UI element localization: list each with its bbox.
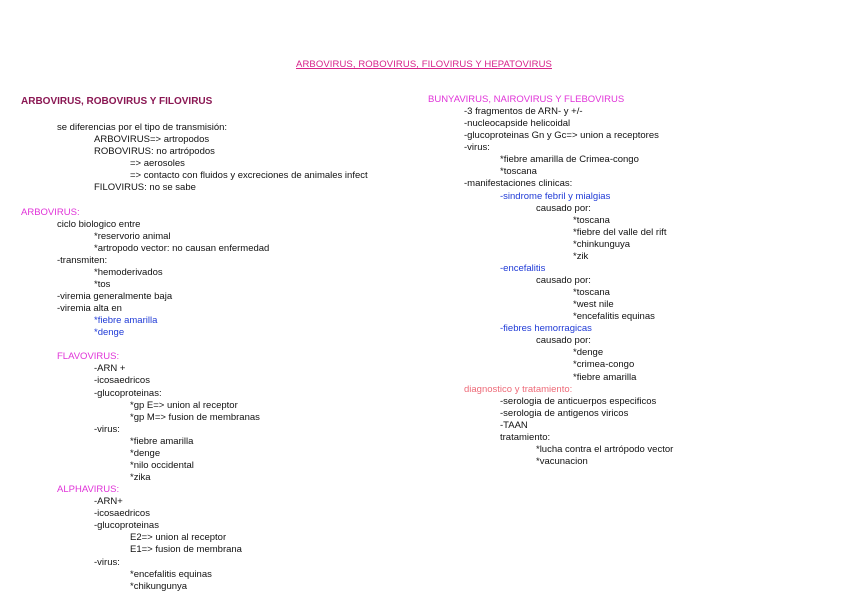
- text-line: -nucleocapside helicoidal: [464, 118, 571, 129]
- text-line: *encefalitis equinas: [573, 311, 655, 322]
- text-line: -ARN+: [94, 496, 123, 507]
- text-line: -serologia de antigenos viricos: [500, 408, 629, 419]
- section-label-flavovirus: FLAVOVIRUS:: [57, 351, 120, 362]
- text-line: *crimea-congo: [573, 359, 635, 370]
- text-line: -manifestaciones clinicas:: [464, 178, 573, 189]
- text-line: causado por:: [536, 335, 591, 346]
- section-label-alphavirus: ALPHAVIRUS:: [57, 484, 120, 495]
- text-line: *artropodo vector: no causan enfermedad: [94, 243, 270, 254]
- text-line: -serologia de anticuerpos especificos: [500, 396, 657, 407]
- text-line: *zika: [130, 472, 151, 483]
- text-line: *zik: [573, 251, 589, 262]
- text-line: => aerosoles: [130, 158, 185, 169]
- text-line: *fiebre amarilla: [573, 372, 637, 383]
- text-line: *encefalitis equinas: [130, 569, 212, 580]
- text-line: *denge: [130, 448, 161, 459]
- document-title: ARBOVIRUS, ROBOVIRUS, FILOVIRUS Y HEPATOVIRUS: [296, 59, 552, 70]
- text-line: -ARN +: [94, 363, 126, 374]
- subsection-label-fiebres-hemorragicas: -fiebres hemorragicas: [500, 323, 592, 334]
- text-line: *tos: [94, 279, 111, 290]
- text-line: tratamiento:: [500, 432, 551, 443]
- text-line: -glucoproteinas Gn y Gc=> union a receptores: [464, 130, 659, 141]
- text-line: *toscana: [573, 215, 610, 226]
- text-line: E2=> union al receptor: [130, 532, 227, 543]
- text-line: *denge: [573, 347, 604, 358]
- text-line: *fiebre amarilla: [130, 436, 194, 447]
- text-line: E1=> fusion de membrana: [130, 544, 242, 555]
- text-line: *chikungunya: [130, 581, 188, 592]
- text-line: *fiebre amarilla de Crimea-congo: [500, 154, 639, 165]
- text-line: -viremia alta en: [57, 303, 122, 314]
- text-line: *lucha contra el artrópodo vector: [536, 444, 674, 455]
- text-line: *chinkunguya: [573, 239, 631, 250]
- text-line: ROBOVIRUS: no artrópodos: [94, 146, 215, 157]
- text-line: *gp M=> fusion de membranas: [130, 412, 260, 423]
- text-line: causado por:: [536, 275, 591, 286]
- text-line: -icosaedricos: [94, 375, 150, 386]
- text-line: -3 fragmentos de ARN- y +/-: [464, 106, 583, 117]
- section-label-diagnostico: diagnostico y tratamiento:: [464, 384, 573, 395]
- right-heading: BUNYAVIRUS, NAIROVIRUS Y FLEBOVIRUS: [428, 94, 625, 105]
- text-line: se diferencias por el tipo de transmisión:: [57, 122, 228, 133]
- text-line: ciclo biologico entre: [57, 219, 141, 230]
- subsection-label-febril: -sindrome febril y mialgias: [500, 191, 611, 202]
- text-line: *toscana: [573, 287, 610, 298]
- text-line: *gp E=> union al receptor: [130, 400, 238, 411]
- text-line: -glucoproteinas: [94, 520, 159, 531]
- text-line: *vacunacion: [536, 456, 588, 467]
- subsection-label-encefalitis: -encefalitis: [500, 263, 546, 274]
- text-line: *west nile: [573, 299, 614, 310]
- highlight-line: *fiebre amarilla: [94, 315, 158, 326]
- text-line: -virus:: [94, 424, 120, 435]
- text-line: *nilo occidental: [130, 460, 194, 471]
- text-line: *hemoderivados: [94, 267, 163, 278]
- text-line: -icosaedricos: [94, 508, 150, 519]
- text-line: *fiebre del valle del rift: [573, 227, 667, 238]
- text-line: => contacto con fluidos y excreciones de animales infect: [130, 170, 368, 181]
- text-line: -transmiten:: [57, 255, 108, 266]
- text-line: -virus:: [464, 142, 490, 153]
- text-line: *toscana: [500, 166, 537, 177]
- text-line: -glucoproteinas:: [94, 388, 162, 399]
- highlight-line: *denge: [94, 327, 125, 338]
- text-line: ARBOVIRUS=> artropodos: [94, 134, 210, 145]
- text-line: FILOVIRUS: no se sabe: [94, 182, 196, 193]
- text-line: -virus:: [94, 557, 120, 568]
- left-heading: ARBOVIRUS, ROBOVIRUS Y FILOVIRUS: [21, 96, 213, 107]
- text-line: *reservorio animal: [94, 231, 171, 242]
- text-line: -viremia generalmente baja: [57, 291, 173, 302]
- text-line: causado por:: [536, 203, 591, 214]
- section-label-arbovirus: ARBOVIRUS:: [21, 207, 80, 218]
- text-line: -TAAN: [500, 420, 528, 431]
